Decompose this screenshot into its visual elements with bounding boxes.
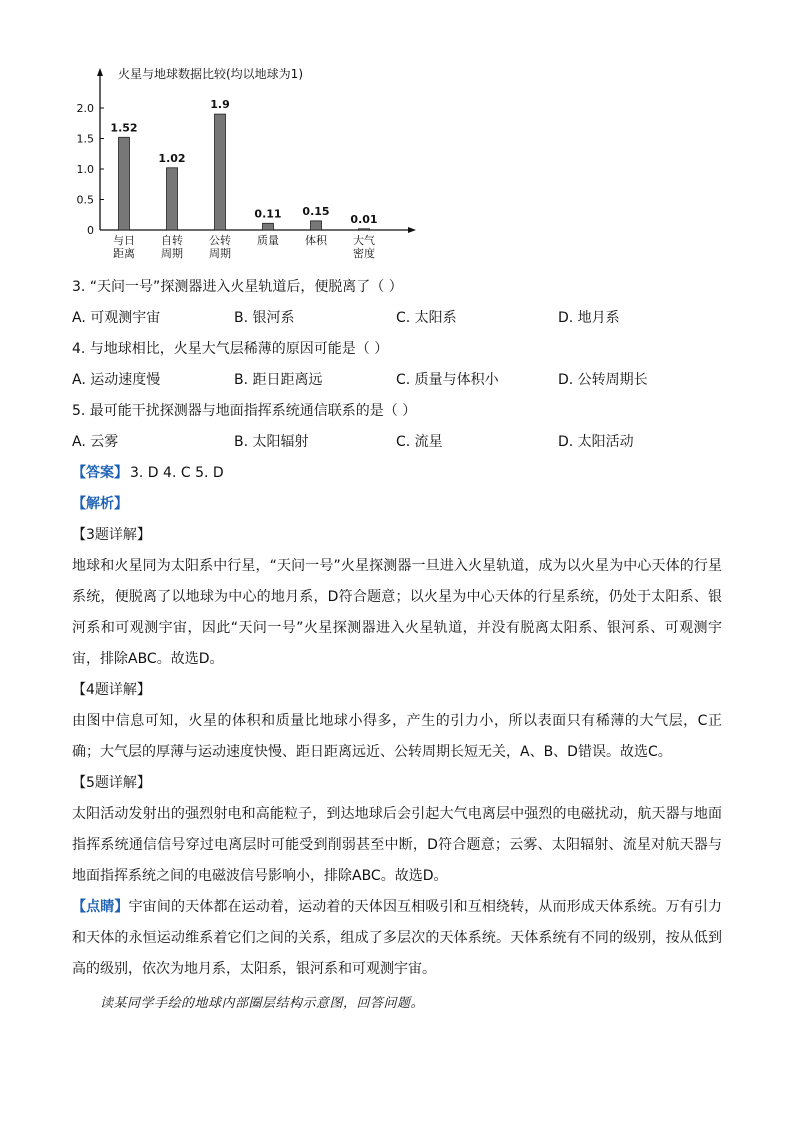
- bar: [215, 114, 226, 230]
- bar: [359, 229, 370, 230]
- category-label: 与日: [113, 234, 135, 247]
- category-label: 周期: [161, 247, 183, 260]
- note: [72, 892, 722, 985]
- y-tick-label: 0.5: [76, 193, 94, 207]
- note-label: 【点睛】: [72, 899, 129, 915]
- option-a: A. 可观测宇宙: [72, 310, 161, 326]
- option-d: D. 地月系: [558, 310, 620, 326]
- option-c: C. 质量与体积小: [396, 372, 499, 388]
- y-tick-label: 0: [87, 224, 94, 237]
- option-b: B. 银河系: [234, 310, 295, 326]
- category-label: 大气: [353, 234, 375, 247]
- question-5: [72, 396, 722, 458]
- question-options: [72, 303, 722, 334]
- detail-3-title: 【3题详解】: [72, 527, 151, 543]
- chart-title: 火星与地球数据比较(均以地球为1): [118, 67, 303, 81]
- y-tick-label: 2.0: [76, 102, 94, 115]
- answer-label: 【答案】: [72, 465, 128, 481]
- question-options: [72, 365, 722, 396]
- data-label: 0.15: [302, 204, 330, 218]
- option-b: B. 距日距离远: [234, 372, 323, 388]
- bar: [167, 168, 178, 230]
- category-label: 周期: [209, 247, 231, 260]
- question-stem: 3. “天问一号”探测器进入火星轨道后，便脱离了（ ）: [72, 279, 403, 295]
- detail-5-title: 【5题详解】: [72, 775, 151, 791]
- chart-layer: [77, 66, 417, 260]
- answer-value: 3. D 4. C 5. D: [130, 465, 224, 481]
- detail-5-text: 太阳活动发射出的强烈射电和高能粒子，到达地球后会引起大气电离层中强烈的电磁扰动，航天器与地面指挥系统通信信号穿过电离层时可能受到削弱甚至中断，D符合题意；云雾、太阳辐射、流星对航天器与地面指挥系统之间的电磁波信号影响小，排除ABC。故选D。: [72, 806, 722, 884]
- question-options: [72, 427, 722, 458]
- option-c: C. 流星: [396, 434, 443, 450]
- y-tick-label: 1.0: [76, 163, 94, 176]
- x-axis-arrow: [408, 227, 416, 233]
- bar-chart: [60, 62, 440, 262]
- question-stem: 4. 与地球相比，火星大气层稀薄的原因可能是（ ）: [72, 341, 389, 357]
- category-label: 距离: [113, 247, 135, 260]
- bar: [311, 221, 322, 230]
- data-label: 1.02: [158, 151, 186, 165]
- bar: [119, 137, 130, 230]
- data-label: 1.52: [110, 121, 138, 135]
- option-a: A. 云雾: [72, 434, 119, 450]
- y-axis-arrow: [97, 68, 103, 76]
- question-3: [72, 272, 722, 334]
- data-label: 1.9: [210, 98, 230, 112]
- footer-instruction: 读某同学手绘的地球内部圈层结构示意图，回答问题。: [100, 996, 425, 1011]
- category-label: 体积: [305, 234, 327, 247]
- detail-4-text: 由图中信息可知，火星的体积和质量比地球小得多，产生的引力小，所以表面只有稀薄的大气层，C正确；大气层的厚薄与运动速度快慢、距日距离远近、公转周期长短无关，A、B、D错误。故选C。: [72, 713, 722, 760]
- detail-3-text: 地球和火星同为太阳系中行星，“天问一号”火星探测器一旦进入火星轨道，成为以火星为中心天体的行星系统，便脱离了以地球为中心的地月系，D符合题意；以火星为中心天体的行星系统，仍处于太阳系、银河系和可观测宇宙，因此“天问一号”火星探测器进入火星轨道，并没有脱离太阳系、银河系、可观测宇宙，排除ABC。故选D。: [72, 558, 722, 667]
- category-label: 公转: [209, 234, 231, 247]
- data-label: 0.11: [254, 207, 282, 221]
- option-b: B. 太阳辐射: [234, 434, 309, 450]
- answer-line: [72, 458, 722, 489]
- option-a: A. 运动速度慢: [72, 372, 161, 388]
- data-label: 0.01: [350, 212, 378, 226]
- category-label: 密度: [353, 247, 375, 260]
- y-tick-label: 1.5: [76, 132, 94, 146]
- note-text: 宇宙间的天体都在运动着，运动着的天体因互相吸引和互相绕转，从而形成天体系统。万有引力和天体的永恒运动维系着它们之间的关系，组成了多层次的天体系统。天体系统有不同的级别，按从低到高的级别，依次为地月系，太阳系，银河系和可观测宇宙。: [72, 899, 723, 977]
- detail-4-title: 【4题详解】: [72, 682, 151, 698]
- option-d: D. 公转周期长: [558, 372, 648, 388]
- option-c: C. 太阳系: [396, 310, 457, 326]
- question-4: [72, 334, 722, 396]
- question-stem: 5. 最可能干扰探测器与地面指挥系统通信联系的是（ ）: [72, 403, 417, 419]
- category-label: 质量: [257, 234, 279, 247]
- bar: [263, 223, 274, 230]
- content: [72, 272, 722, 985]
- category-label: 自转: [161, 234, 183, 247]
- analysis-label: 【解析】: [72, 496, 128, 512]
- option-d: D. 太阳活动: [558, 434, 634, 450]
